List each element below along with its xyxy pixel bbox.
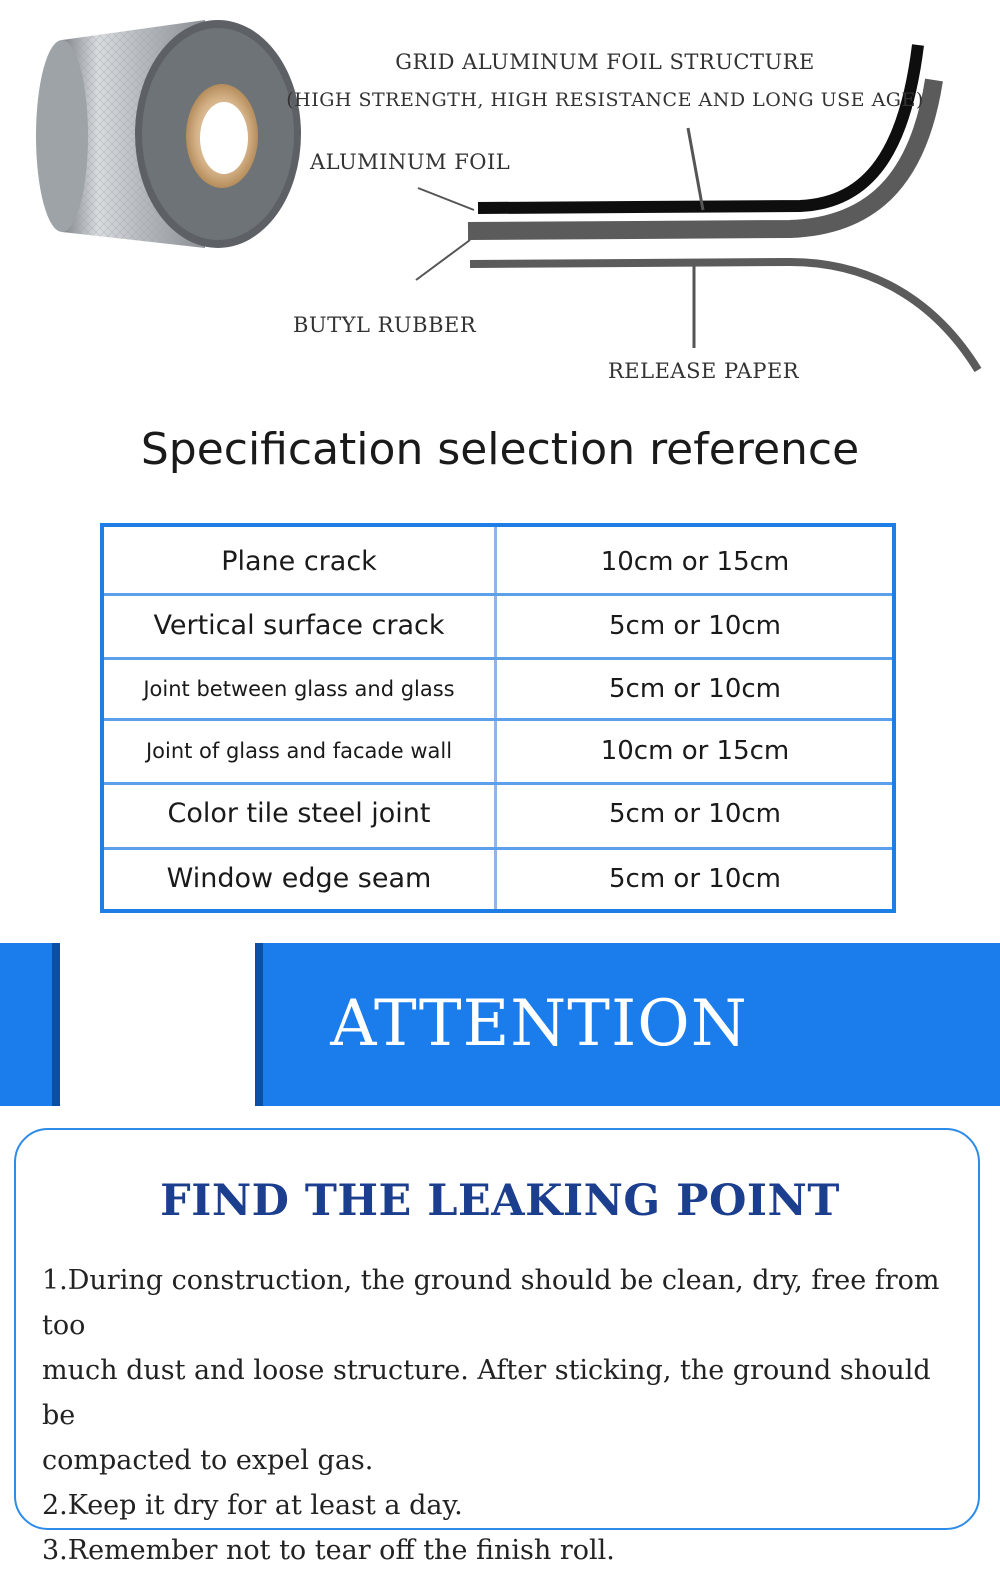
grid-structure-pointer (688, 128, 703, 210)
attention-banner (0, 943, 1000, 1106)
release-paper-label: RELEASE PAPER (608, 359, 800, 383)
table-row (104, 720, 892, 782)
spec-table (100, 523, 896, 913)
attention-line: compacted to expel gas. (42, 1445, 374, 1476)
attention-line: much dust and loose structure. After sticking, the ground should be (42, 1355, 931, 1431)
aluminum-foil-pointer (418, 188, 474, 210)
aluminum-foil-label: ALUMINUM FOIL (310, 150, 511, 174)
banner-title: ATTENTION (330, 987, 748, 1061)
butyl-rubber-label: BUTYL RUBBER (293, 313, 477, 337)
use-cell: Color tile steel joint (167, 798, 431, 829)
table-row (104, 531, 892, 593)
table-row (104, 595, 892, 657)
table-row (104, 783, 892, 845)
banner-left-edge (52, 943, 60, 1106)
use-cell: Plane crack (221, 546, 377, 577)
table-row (104, 848, 892, 910)
attention-title: FIND THE LEAKING POINT (160, 1176, 840, 1226)
use-cell: Window edge seam (166, 863, 432, 894)
butyl-rubber-pointer (416, 240, 470, 280)
size-cell: 10cm or 15cm (600, 736, 790, 766)
tape-roll-image (36, 20, 301, 248)
size-cell: 5cm or 10cm (609, 799, 781, 829)
banner-left-bar (0, 943, 60, 1106)
attention-body (42, 1258, 962, 1573)
use-cell: Joint between glass and glass (143, 677, 455, 701)
grid-structure-label: GRID ALUMINUM FOIL STRUCTURE (395, 50, 815, 74)
attention-line: 1.During construction, the ground should be clean, dry, free from too (42, 1265, 940, 1341)
attention-line: 3.Remember not to tear off the finish roll. (42, 1535, 615, 1566)
size-cell: 10cm or 15cm (600, 547, 790, 577)
use-cell: Joint of glass and facade wall (145, 739, 453, 763)
use-cell: Vertical surface crack (153, 610, 445, 641)
size-cell: 5cm or 10cm (609, 674, 781, 704)
release-paper-layer (470, 262, 978, 370)
spec-title: Specification selection reference (140, 424, 860, 475)
size-cell: 5cm or 10cm (609, 611, 781, 641)
tape-structure-diagram (0, 0, 1000, 400)
grid-structure-note: (HIGH STRENGTH, HIGH RESISTANCE AND LONG USE AGE) (286, 89, 924, 111)
attention-line: 2.Keep it dry for at least a day. (42, 1490, 463, 1521)
table-row (104, 658, 892, 720)
size-cell: 5cm or 10cm (609, 864, 781, 894)
